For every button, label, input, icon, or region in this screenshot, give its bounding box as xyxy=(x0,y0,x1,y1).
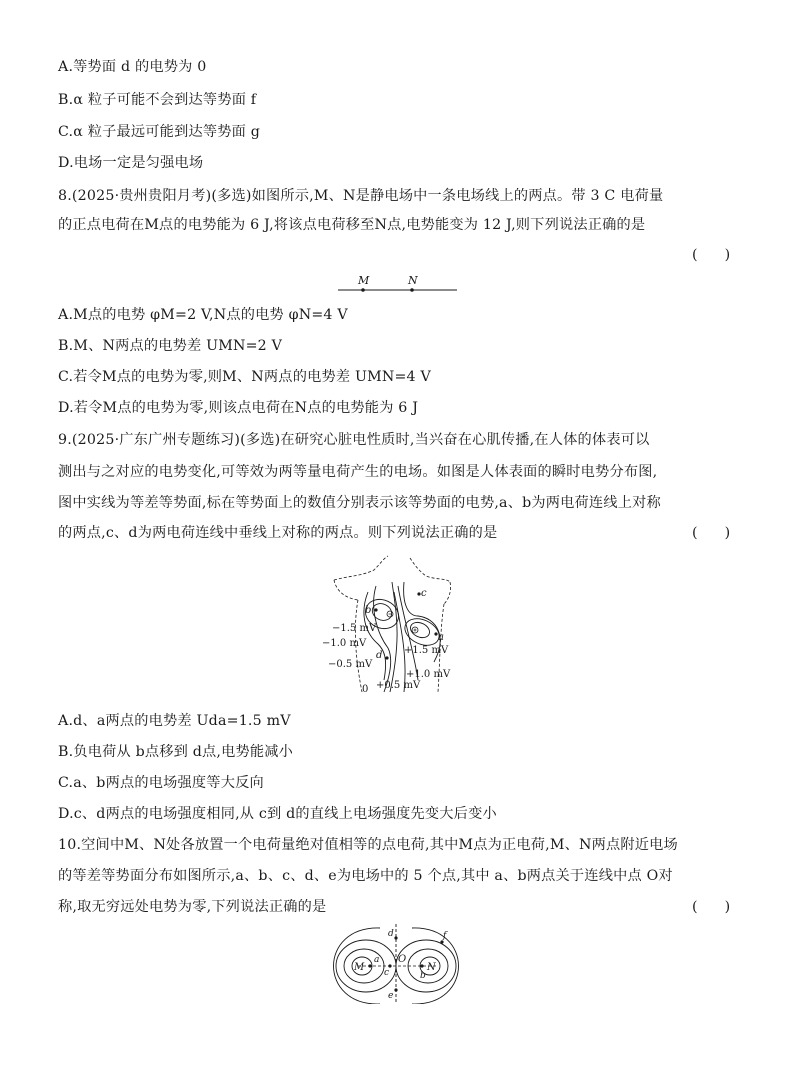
q7-option-c: C.α 粒子最远可能到达等势面 g xyxy=(58,124,261,140)
q9-option-a: A.d、a两点的电势差 Uda=1.5 mV xyxy=(58,713,291,729)
body-outline-shoulder-right xyxy=(444,582,451,604)
q8-stem-line-2: 的正点电荷在M点的电势能为 6 J,将该点电荷移至N点,电势能变为 12 J,则下列说法正确的是 xyxy=(58,217,646,233)
point-d xyxy=(394,936,397,939)
q9-stem-line-4: 的两点,c、d为两电荷连线中垂线上对称的两点。则下列说法正确的是 xyxy=(58,525,498,541)
label-f: f xyxy=(443,931,447,941)
body-outline-neck-right xyxy=(410,558,450,582)
equipotential-neg-05 xyxy=(374,586,391,692)
label-n: N xyxy=(427,962,436,973)
q9-option-b: B.负电荷从 b点移到 d点,电势能减小 xyxy=(58,744,294,760)
q8-stem-line-1: 8.(2025·贵州贵阳月考)(多选)如图所示,M、N是静电场中一条电场线上的两点。带 3 C 电荷量 xyxy=(58,188,664,204)
label-minus-1.0: −1.0 mV xyxy=(322,638,367,649)
q7-option-b: B.α 粒子可能不会到达等势面 f xyxy=(58,92,257,108)
label-m: M xyxy=(358,274,370,287)
label-o: O xyxy=(398,954,407,965)
label-b: b xyxy=(420,971,426,981)
q8-option-c: C.若令M点的电势为零,则M、N两点的电势差 UMN=4 V xyxy=(58,369,431,385)
body-outline-shoulder-left xyxy=(334,580,358,600)
q8-figure xyxy=(330,272,460,296)
q10-stem-line-3: 称,取无穷远处电势为零,下列说法正确的是 xyxy=(58,899,327,915)
label-n: N xyxy=(408,274,418,287)
label-c: c xyxy=(421,588,427,599)
equipotential-zero xyxy=(390,582,397,692)
label-minus-0.5: −0.5 mV xyxy=(328,659,373,670)
point-a xyxy=(368,964,371,967)
label-a: a xyxy=(374,955,380,965)
label-plus-1.0: +1.0 mV xyxy=(406,669,451,680)
label-a: a xyxy=(438,632,444,643)
label-b: b xyxy=(365,605,372,616)
q9-stem-line-1: 9.(2025·广东广州专题练习)(多选)在研究心脏电性质时,当兴奋在心肌传播,在人体的体表可以 xyxy=(58,432,650,448)
equipotential-pos-inner xyxy=(408,619,432,640)
label-d: d xyxy=(376,650,383,661)
q10-figure xyxy=(318,922,476,1004)
q8-option-d: D.若令M点的电势为零,则该点电荷在N点的电势能为 6 J xyxy=(58,400,419,416)
label-zero: 0 xyxy=(362,684,369,695)
q9-figure xyxy=(318,552,460,698)
body-outline-neck-left xyxy=(334,556,388,580)
point-m xyxy=(361,288,365,292)
label-d: d xyxy=(388,929,394,939)
q9-option-d: D.c、d两点的电场强度相同,从 c到 d的直线上电场强度先变大后变小 xyxy=(58,806,497,822)
q8-option-a: A.M点的电势 φM=2 V,N点的电势 φN=4 V xyxy=(58,307,348,323)
label-plus-1.5: +1.5 mV xyxy=(404,645,449,656)
q9-option-c: C.a、b两点的电场强度等大反向 xyxy=(58,775,264,791)
point-d xyxy=(385,656,388,659)
label-minus-1.5: −1.5 mV xyxy=(332,623,377,634)
q7-option-a: A.等势面 d 的电势为 0 xyxy=(58,59,207,75)
label-m: M xyxy=(354,962,365,973)
q9-stem-line-2: 测出与之对应的电势变化,可等效为两等量电荷产生的电场。如图是人体表面的瞬时电势分布图, xyxy=(58,464,658,480)
label-e: e xyxy=(388,991,394,1001)
point-b xyxy=(420,964,423,967)
q9-answer-paren: ( ) xyxy=(692,525,731,541)
q8-answer-paren: ( ) xyxy=(692,247,731,263)
point-e xyxy=(394,988,397,991)
q10-stem-line-1: 10.空间中M、N处各放置一个电荷量绝对值相等的点电荷,其中M点为正电荷,M、N两点附近电场 xyxy=(58,837,678,853)
point-b xyxy=(374,608,377,611)
label-plus-0.5: +0.5 mV xyxy=(376,680,421,691)
label-c: c xyxy=(384,968,390,978)
q10-answer-paren: ( ) xyxy=(692,899,731,915)
q9-stem-line-3: 图中实线为等差等势面,标在等势面上的数值分别表示该等势面的电势,a、b为两电荷连线上对称 xyxy=(58,495,661,511)
q7-option-d: D.电场一定是匀强电场 xyxy=(58,155,204,171)
q8-option-b: B.M、N两点的电势差 UMN=2 V xyxy=(58,338,283,354)
q10-stem-line-2: 的等差等势面分布如图所示,a、b、c、d、e为电场中的 5 个点,其中 a、b两点关于连线中点 O对 xyxy=(58,868,673,884)
point-n xyxy=(410,288,414,292)
